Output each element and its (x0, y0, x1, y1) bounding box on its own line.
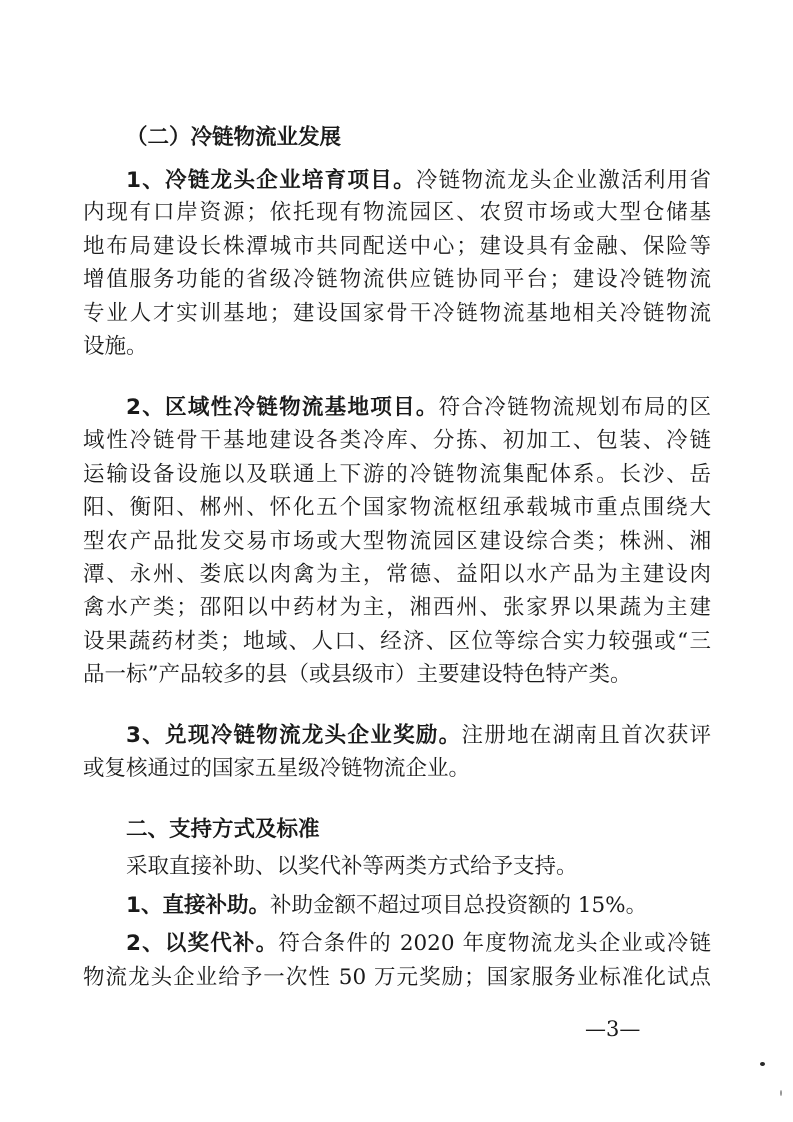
paragraph-line: 或复核通过的国家五星级冷链物流企业。 (83, 756, 471, 781)
paragraph-line: 专业人才实训基地；建设国家骨干冷链物流基地相关冷链物流 (83, 301, 711, 326)
paragraph-line: 型农产品批发交易市场或大型物流园区建设综合类；株洲、湘 (83, 529, 711, 554)
paragraph-line: 运输设备设施以及联通上下游的冷链物流集配体系。长沙、岳 (83, 462, 711, 487)
item-1-title: 1、冷链龙头企业培育项目。 (126, 168, 416, 193)
scan-speck (760, 1062, 765, 1066)
support-2-title: 2、以奖代补。 (126, 931, 279, 956)
paragraph-line: 增值服务功能的省级冷链物流供应链协同平台；建设冷链物流 (83, 267, 711, 292)
section-2-heading: 二、支持方式及标准 (126, 817, 320, 842)
paragraph-line: 物流龙头企业给予一次性 50 万元奖励；国家服务业标准化试点 (83, 965, 711, 990)
paragraph-line: 内现有口岸资源；依托现有物流园区、农贸市场或大型仓储基 (83, 200, 711, 225)
scan-speck (780, 1090, 782, 1096)
paragraph-line: 域性冷链骨干基地建设各类冷库、分拣、初加工、包装、冷链 (83, 428, 711, 453)
paragraph-line: 阳、衡阳、郴州、怀化五个国家物流枢纽承载城市重点围绕大 (83, 495, 711, 520)
section-heading: （二）冷链物流业发展 (126, 125, 342, 150)
paragraph-line: 设施。 (83, 334, 148, 359)
page-number: —3— (585, 1017, 641, 1041)
section-2-intro: 采取直接补助、以奖代补等两类方式给予支持。 (126, 854, 578, 879)
support-1-paragraph: 1、直接补助。补助金额不超过项目总投资额的 15%。 (126, 893, 648, 918)
paragraph-line: 禽水产类；邵阳以中药材为主，湘西州、张家界以果蔬为主建 (83, 595, 711, 620)
support-1-title: 1、直接补助。 (126, 893, 270, 918)
paragraph-line: 潭、永州、娄底以肉禽为主，常德、益阳以水产品为主建设肉 (83, 562, 711, 587)
paragraph-line: 2、以奖代补。符合条件的 2020 年度物流龙头企业或冷链 (126, 931, 711, 956)
paragraph-line: 3、兑现冷链物流龙头企业奖励。注册地在湖南且首次获评 (126, 723, 711, 748)
item-2-title: 2、区域性冷链物流基地项目。 (126, 395, 439, 420)
paragraph-line: 品一标”产品较多的县（或县级市）主要建设特色特产类。 (83, 662, 632, 687)
paragraph-line: 1、冷链龙头企业培育项目。冷链物流龙头企业激活利用省 (126, 168, 711, 193)
item-3-title: 3、兑现冷链物流龙头企业奖励。 (126, 723, 462, 748)
paragraph-line: 地布局建设长株潭城市共同配送中心；建设具有金融、保险等 (83, 234, 711, 259)
paragraph-line: 2、区域性冷链物流基地项目。符合冷链物流规划布局的区 (126, 395, 711, 420)
paragraph-line: 设果蔬药材类；地域、人口、经济、区位等综合实力较强或“三 (83, 629, 711, 654)
